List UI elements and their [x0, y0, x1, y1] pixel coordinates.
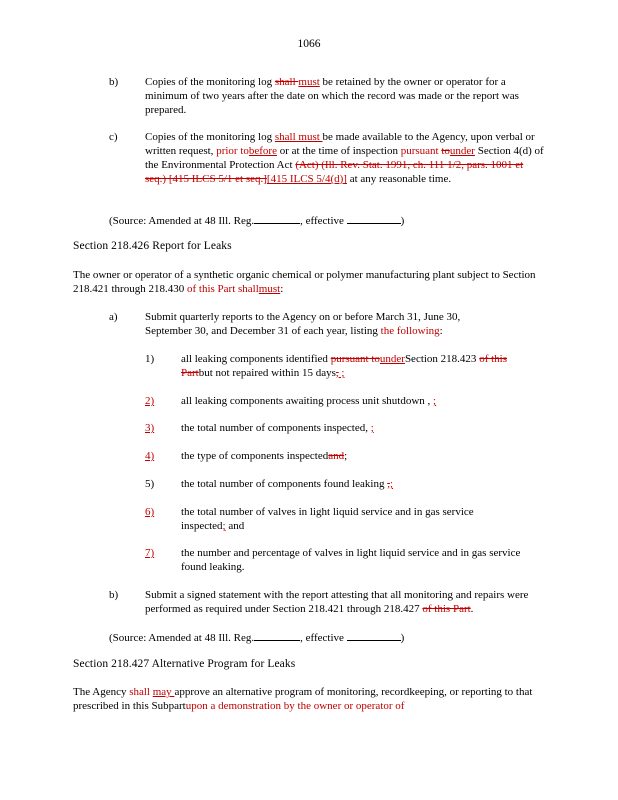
section-218-426-heading: Section 218.426 Report for Leaks [73, 240, 232, 252]
para-c-availability: Copies of the monitoring log shall must be made available to the Agency, upon verbal or written request, prior tobefore or at the time of inspection pursuant tounder Section 4(d) of the Environmental Protection Act (Act) (Ill. Rev. Stat. 1991, ch. 111 1/2, pars. 1001 et seq.) [415 ILCS 5/1 et seq.][415 ILCS 5/4(d)] at any reasonable time. [145, 131, 544, 185]
sub-item-2-number: 2) [145, 395, 155, 407]
item-a-text: Submit quarterly reports to the Agency on or before March 31, June 30, September 30, and December 31 of each year, listing the following: [145, 311, 461, 337]
sub-item-3-number: 3) [145, 422, 155, 434]
sub-item-3: the total number of components inspected, ; [181, 422, 374, 434]
source-note-2: (Source: Amended at 48 Ill. Reg. , effective ) [109, 632, 405, 644]
source-note-1: (Source: Amended at 48 Ill. Reg. , effective ) [109, 215, 405, 227]
sub-item-4-number: 4) [145, 450, 155, 462]
section-427-intro: The Agency shall may approve an alternative program of monitoring, recordkeeping, or reporting to that prescribed in this Subpartupon a demonstration by the owner or operator of [73, 686, 533, 712]
sub-item-7: the number and percentage of valves in light liquid service and in gas service found leaking. [181, 547, 521, 573]
sub-item-4: the type of components inspectedand; [181, 450, 348, 462]
item-b-text: Submit a signed statement with the report attesting that all monitoring and repairs were performed as required under Section 218.421 through 218.427 of this Part. [145, 589, 529, 615]
sub-item-5-number: 5) [145, 478, 155, 490]
para-b-retention: Copies of the monitoring log shall must be retained by the owner or operator for a minimum of two years after the date on which the record was made or the report was prepared. [145, 76, 519, 116]
sub-item-6: the total number of valves in light liquid service and in gas service inspected; and [181, 506, 474, 532]
section-218-427-heading: Section 218.427 Alternative Program for Leaks [73, 658, 296, 670]
item-a-label: a) [109, 311, 118, 323]
sub-item-6-number: 6) [145, 506, 155, 518]
sub-item-5: the total number of components found leaking ,; [181, 478, 394, 490]
sub-item-1-number: 1) [145, 353, 155, 365]
section-426-intro: The owner or operator of a synthetic organic chemical or polymer manufacturing plant subject to Section 218.421 through 218.430 of this Part shallmust: [73, 269, 536, 295]
sub-item-1: all leaking components identified pursuant tounderSection 218.423 of this Partbut not repaired within 15 days, ; [181, 353, 507, 379]
sub-item-2: all leaking components awaiting process unit shutdown , ; [181, 395, 437, 407]
sub-item-7-number: 7) [145, 547, 155, 559]
para-c-label: c) [109, 131, 118, 143]
item-b-label: b) [109, 589, 119, 601]
para-b-label: b) [109, 76, 119, 88]
page-number: 1066 [297, 38, 321, 50]
